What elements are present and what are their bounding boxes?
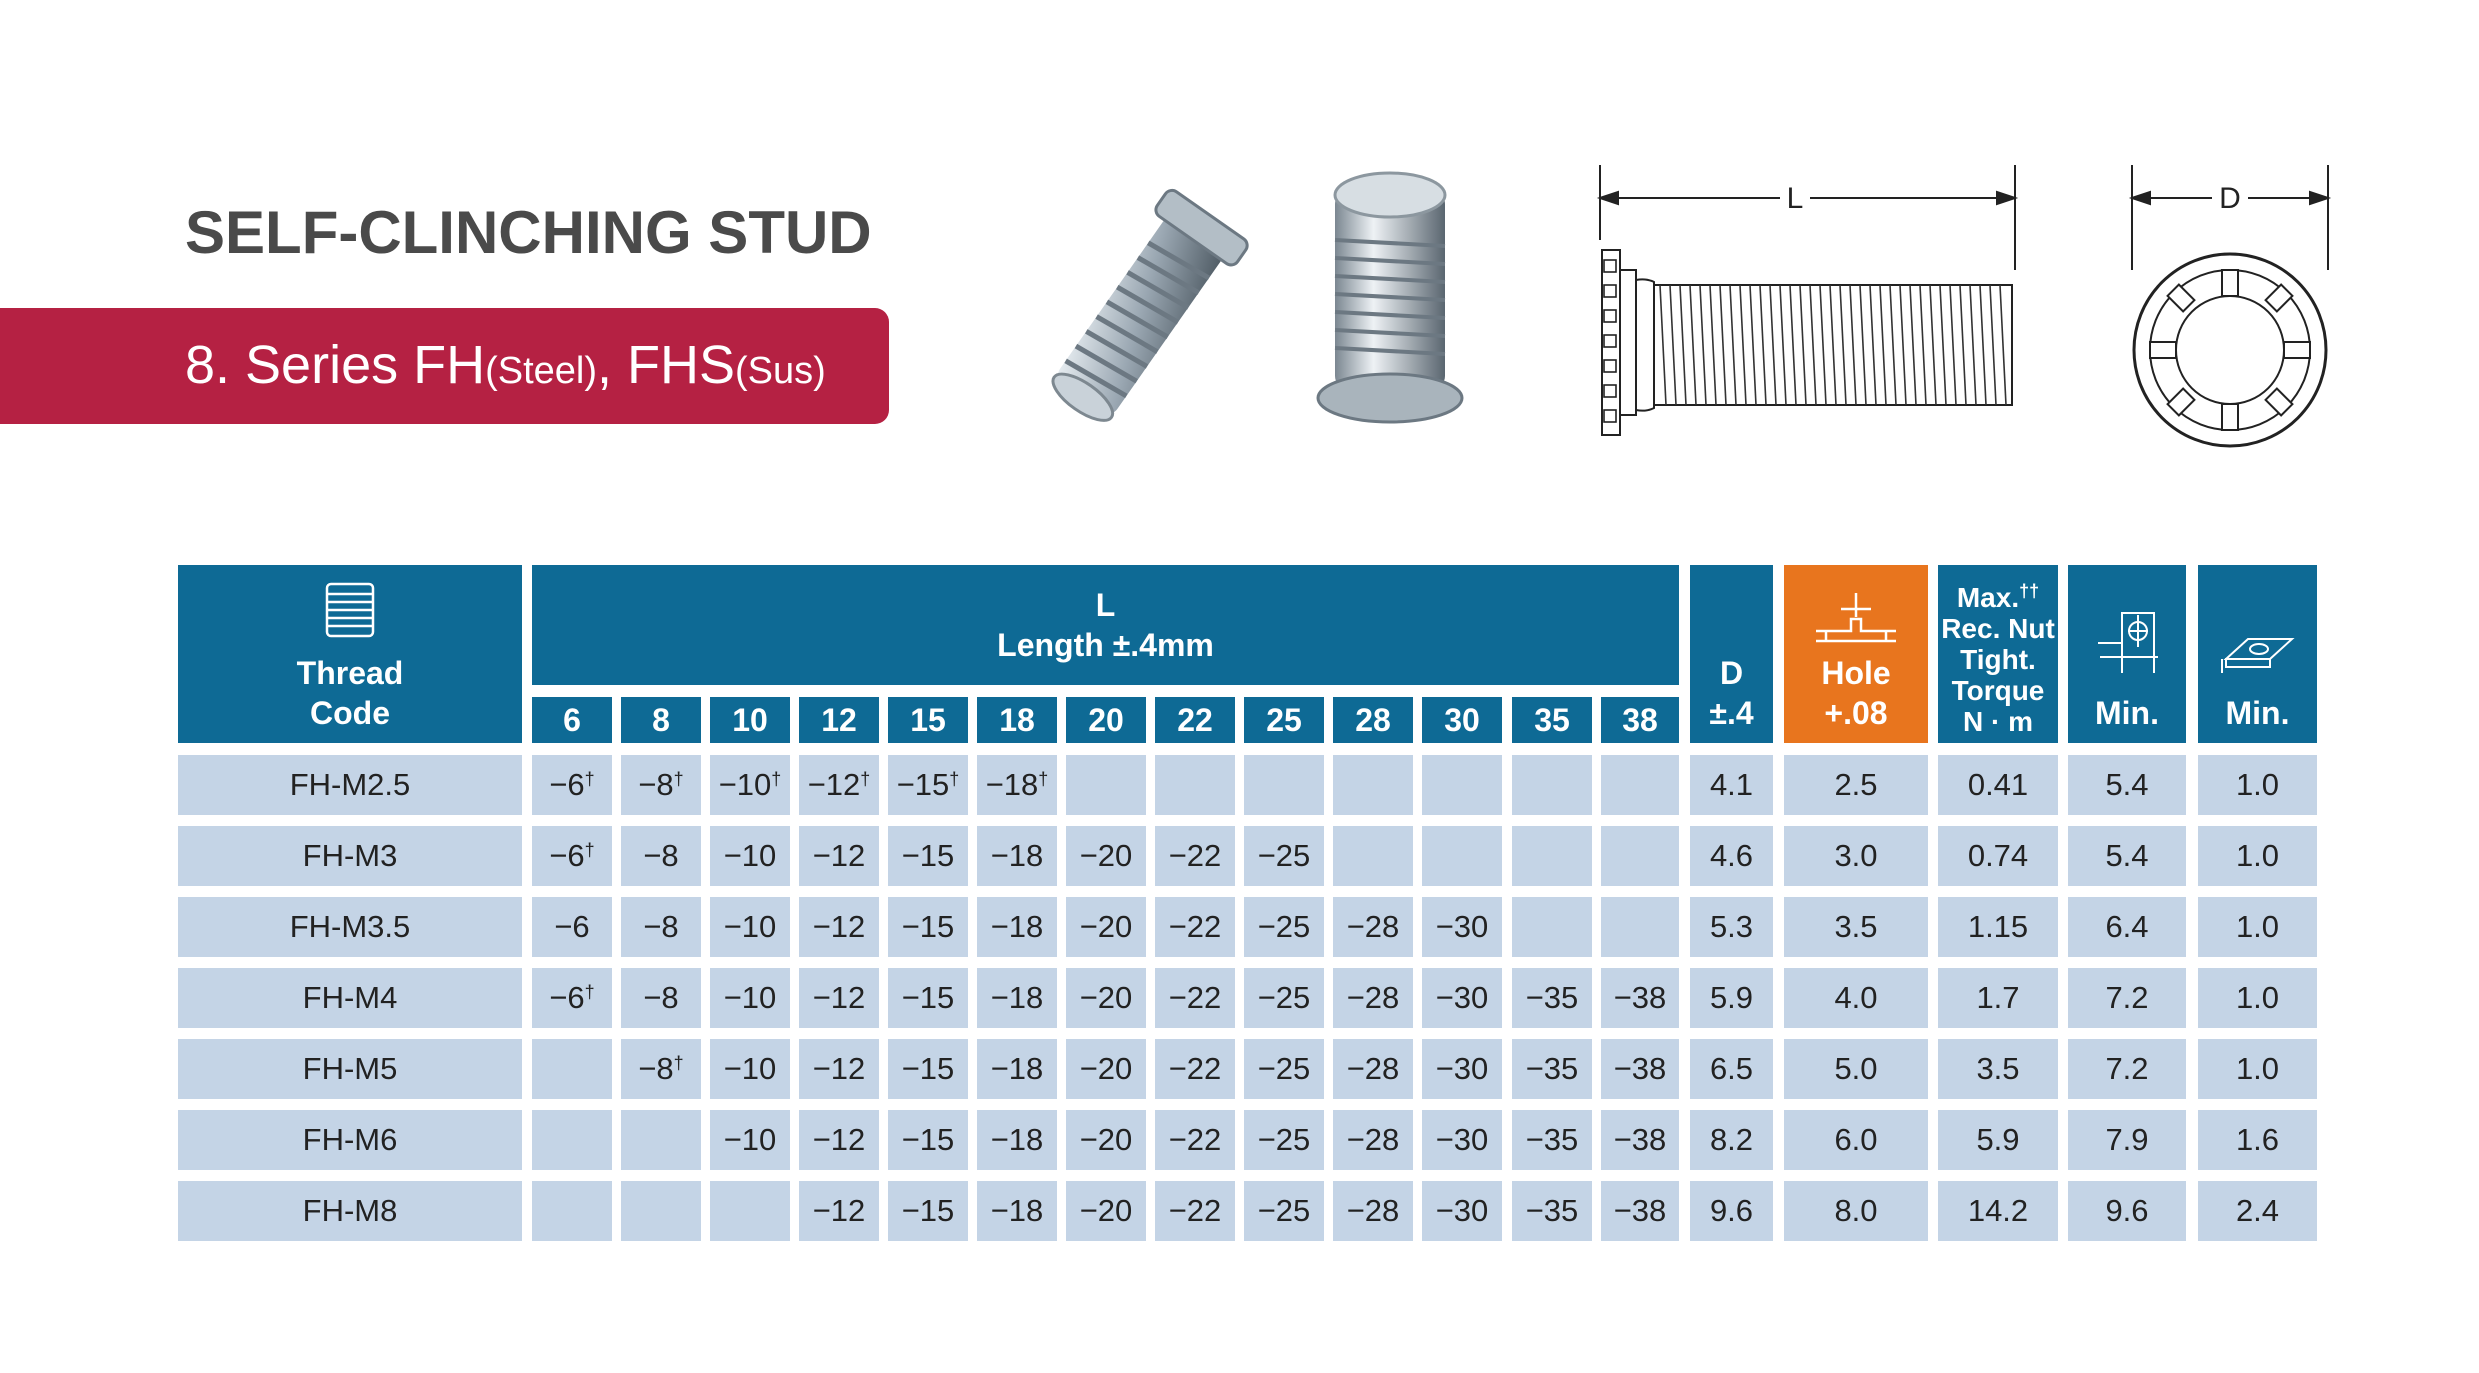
d-cell: 4.1 — [1690, 755, 1773, 815]
length-cell: −10 — [710, 968, 790, 1028]
length-cell: −18 — [977, 826, 1057, 886]
length-cell: −20 — [1066, 826, 1146, 886]
length-cell: −25 — [1244, 897, 1324, 957]
length-cell: −38 — [1601, 968, 1679, 1028]
length-cell: −18 — [977, 1110, 1057, 1170]
length-col-header: 12 — [799, 697, 879, 743]
length-col-header: 15 — [888, 697, 968, 743]
length-cell: −22 — [1155, 897, 1235, 957]
length-col-header: 38 — [1601, 697, 1679, 743]
length-cell: −15 — [888, 826, 968, 886]
torque-cell: 14.2 — [1938, 1181, 2058, 1241]
hole-cell: 2.5 — [1784, 755, 1928, 815]
length-cell: −12 — [799, 1039, 879, 1099]
length-col-header: 35 — [1512, 697, 1592, 743]
length-value: −15 — [896, 767, 950, 802]
min2-cell: 2.4 — [2198, 1181, 2317, 1241]
length-cell — [1333, 826, 1413, 886]
torque-cell: 1.7 — [1938, 968, 2058, 1028]
length-cell — [532, 826, 612, 886]
length-cell — [710, 1181, 790, 1241]
length-cell — [1512, 897, 1592, 957]
length-value: −12 — [807, 767, 861, 802]
end-view-drawing — [2120, 160, 2340, 450]
length-value: −8 — [638, 1051, 674, 1086]
length-cell — [1333, 755, 1413, 815]
length-cell: −30 — [1422, 1181, 1502, 1241]
length-cell: −30 — [1422, 1039, 1502, 1099]
length-cell: −25 — [1244, 826, 1324, 886]
length-cell: −20 — [1066, 968, 1146, 1028]
min2-cell: 1.0 — [2198, 755, 2317, 815]
min-header-2: Min. — [2198, 565, 2317, 743]
thread-code-cell: FH-M2.5 — [178, 755, 522, 815]
length-cell — [1244, 755, 1324, 815]
length-cell: −12 — [799, 1181, 879, 1241]
length-cell: −18 — [977, 897, 1057, 957]
length-cell: −10 — [710, 1039, 790, 1099]
length-cell: −20 — [1066, 1039, 1146, 1099]
length-cell: −38 — [1601, 1110, 1679, 1170]
min1-cell: 5.4 — [2068, 826, 2186, 886]
footnote-mark: † — [673, 768, 684, 789]
hole-header: Hole +.08 — [1784, 565, 1928, 743]
length-cell: −30 — [1422, 968, 1502, 1028]
thread-code-cell: FH-M6 — [178, 1110, 522, 1170]
length-col-header: 22 — [1155, 697, 1235, 743]
thread-code-cell: FH-M3.5 — [178, 897, 522, 957]
length-cell: −6 — [532, 897, 612, 957]
torque-cell: 0.74 — [1938, 826, 2058, 886]
length-col-header: 20 — [1066, 697, 1146, 743]
length-cell: −10 — [710, 826, 790, 886]
length-cell: −22 — [1155, 1181, 1235, 1241]
footnote-mark: † — [584, 768, 595, 789]
length-cell: −38 — [1601, 1039, 1679, 1099]
side-view-drawing — [1590, 160, 2050, 450]
length-cell — [1601, 897, 1679, 957]
length-cell — [799, 755, 879, 815]
footnote-mark: † — [584, 981, 595, 1002]
length-cell: −8 — [621, 968, 701, 1028]
min2-cell: 1.0 — [2198, 897, 2317, 957]
length-cell — [621, 1039, 701, 1099]
length-cell: −25 — [1244, 968, 1324, 1028]
length-cell: −35 — [1512, 968, 1592, 1028]
length-value: −10 — [718, 767, 772, 802]
length-header: L Length ±.4mm — [532, 565, 1679, 685]
footnote-mark: † — [1038, 768, 1049, 789]
diameter-dim-label: D — [2219, 182, 2241, 215]
min-dim-icon-2 — [2218, 629, 2298, 679]
length-cell — [1512, 755, 1592, 815]
min2-cell: 1.0 — [2198, 826, 2317, 886]
d-cell: 6.5 — [1690, 1039, 1773, 1099]
length-cell — [1422, 755, 1502, 815]
d-cell: 8.2 — [1690, 1110, 1773, 1170]
thread-code-header: Thread Code — [178, 565, 522, 743]
d-cell: 5.3 — [1690, 897, 1773, 957]
length-cell: −28 — [1333, 1110, 1413, 1170]
thread-code-cell: FH-M8 — [178, 1181, 522, 1241]
length-cell — [977, 755, 1057, 815]
length-cell: −15 — [888, 1039, 968, 1099]
thread-code-cell: FH-M4 — [178, 968, 522, 1028]
min1-cell: 9.6 — [2068, 1181, 2186, 1241]
series-title: 8. Series FH(Steel), FHS(Sus) — [185, 335, 826, 395]
min2-cell: 1.0 — [2198, 968, 2317, 1028]
length-cell — [532, 1181, 612, 1241]
length-col-header: 28 — [1333, 697, 1413, 743]
length-cell — [1066, 755, 1146, 815]
hole-cell: 5.0 — [1784, 1039, 1928, 1099]
min2-cell: 1.0 — [2198, 1039, 2317, 1099]
d-cell: 4.6 — [1690, 826, 1773, 886]
torque-cell: 0.41 — [1938, 755, 2058, 815]
length-cell — [532, 968, 612, 1028]
length-cell: −28 — [1333, 897, 1413, 957]
length-cell: −28 — [1333, 968, 1413, 1028]
length-cell: −15 — [888, 1110, 968, 1170]
length-cell: −8 — [621, 897, 701, 957]
hole-cell: 6.0 — [1784, 1110, 1928, 1170]
footnote-mark: † — [673, 1052, 684, 1073]
min1-cell: 7.9 — [2068, 1110, 2186, 1170]
length-value: −8 — [638, 767, 674, 802]
length-cell: −15 — [888, 968, 968, 1028]
length-col-header: 6 — [532, 697, 612, 743]
length-cell: −28 — [1333, 1039, 1413, 1099]
length-value: −18 — [985, 767, 1039, 802]
hole-cell: 3.0 — [1784, 826, 1928, 886]
thread-code-cell: FH-M5 — [178, 1039, 522, 1099]
length-cell: −18 — [977, 1181, 1057, 1241]
min1-cell: 5.4 — [2068, 755, 2186, 815]
length-cell — [1601, 755, 1679, 815]
length-cell — [1512, 826, 1592, 886]
stud-photo-tilted — [1000, 160, 1300, 460]
length-cell: −12 — [799, 826, 879, 886]
length-cell: −25 — [1244, 1039, 1324, 1099]
length-cell: −18 — [977, 1039, 1057, 1099]
length-cell: −20 — [1066, 1110, 1146, 1170]
length-cell — [1422, 826, 1502, 886]
footnote-mark: † — [584, 839, 595, 860]
length-cell: −22 — [1155, 968, 1235, 1028]
min1-cell: 6.4 — [2068, 897, 2186, 957]
length-col-header: 25 — [1244, 697, 1324, 743]
length-cell: −35 — [1512, 1110, 1592, 1170]
length-cell: −35 — [1512, 1181, 1592, 1241]
length-cell — [532, 755, 612, 815]
length-cell: −28 — [1333, 1181, 1413, 1241]
torque-cell: 1.15 — [1938, 897, 2058, 957]
min1-cell: 7.2 — [2068, 1039, 2186, 1099]
length-cell — [710, 755, 790, 815]
d-cell: 5.9 — [1690, 968, 1773, 1028]
length-dim-label: L — [1786, 182, 1804, 215]
hole-cell: 4.0 — [1784, 968, 1928, 1028]
length-cell: −15 — [888, 1181, 968, 1241]
length-cell: −22 — [1155, 826, 1235, 886]
min1-cell: 7.2 — [2068, 968, 2186, 1028]
length-cell — [1601, 826, 1679, 886]
torque-cell: 5.9 — [1938, 1110, 2058, 1170]
length-cell — [621, 1110, 701, 1170]
hole-icon — [1811, 589, 1901, 649]
length-cell: −12 — [799, 968, 879, 1028]
hole-cell: 8.0 — [1784, 1181, 1928, 1241]
length-cell — [532, 1110, 612, 1170]
min-dim-icon-1 — [2092, 603, 2162, 683]
length-cell: −18 — [977, 968, 1057, 1028]
length-cell — [532, 1039, 612, 1099]
d-header: D ±.4 — [1690, 565, 1773, 743]
length-cell: −20 — [1066, 1181, 1146, 1241]
length-col-header: 10 — [710, 697, 790, 743]
length-value: −6 — [549, 980, 585, 1015]
torque-cell: 3.5 — [1938, 1039, 2058, 1099]
length-cell: −8 — [621, 826, 701, 886]
stud-photo-upright — [1300, 160, 1480, 460]
length-col-header: 8 — [621, 697, 701, 743]
footnote-mark: † — [771, 768, 782, 789]
length-cell — [621, 1181, 701, 1241]
footnote-mark: † — [949, 768, 960, 789]
length-col-header: 18 — [977, 697, 1057, 743]
d-cell: 9.6 — [1690, 1181, 1773, 1241]
length-cell: −25 — [1244, 1181, 1324, 1241]
length-cell: −35 — [1512, 1039, 1592, 1099]
footnote-mark: † — [860, 768, 871, 789]
length-cell: −10 — [710, 1110, 790, 1170]
min2-cell: 1.6 — [2198, 1110, 2317, 1170]
thread-icon — [323, 581, 377, 639]
length-cell — [1155, 755, 1235, 815]
hole-cell: 3.5 — [1784, 897, 1928, 957]
length-cell: −25 — [1244, 1110, 1324, 1170]
length-cell: −22 — [1155, 1110, 1235, 1170]
page-title: SELF-CLINCHING STUD — [185, 199, 872, 266]
length-cell: −22 — [1155, 1039, 1235, 1099]
length-cell: −30 — [1422, 897, 1502, 957]
series-banner — [0, 308, 889, 424]
length-value: −6 — [549, 838, 585, 873]
length-value: −6 — [549, 767, 585, 802]
length-cell: −15 — [888, 897, 968, 957]
length-cell: −38 — [1601, 1181, 1679, 1241]
length-cell — [621, 755, 701, 815]
length-cell: −20 — [1066, 897, 1146, 957]
min-header-1: Min. — [2068, 565, 2186, 743]
length-cell — [888, 755, 968, 815]
length-cell: −10 — [710, 897, 790, 957]
thread-code-cell: FH-M3 — [178, 826, 522, 886]
length-cell: −12 — [799, 897, 879, 957]
length-col-header: 30 — [1422, 697, 1502, 743]
torque-header: Max.†† Rec. Nut Tight. Torque N · m — [1938, 565, 2058, 743]
length-cell: −30 — [1422, 1110, 1502, 1170]
length-cell: −12 — [799, 1110, 879, 1170]
